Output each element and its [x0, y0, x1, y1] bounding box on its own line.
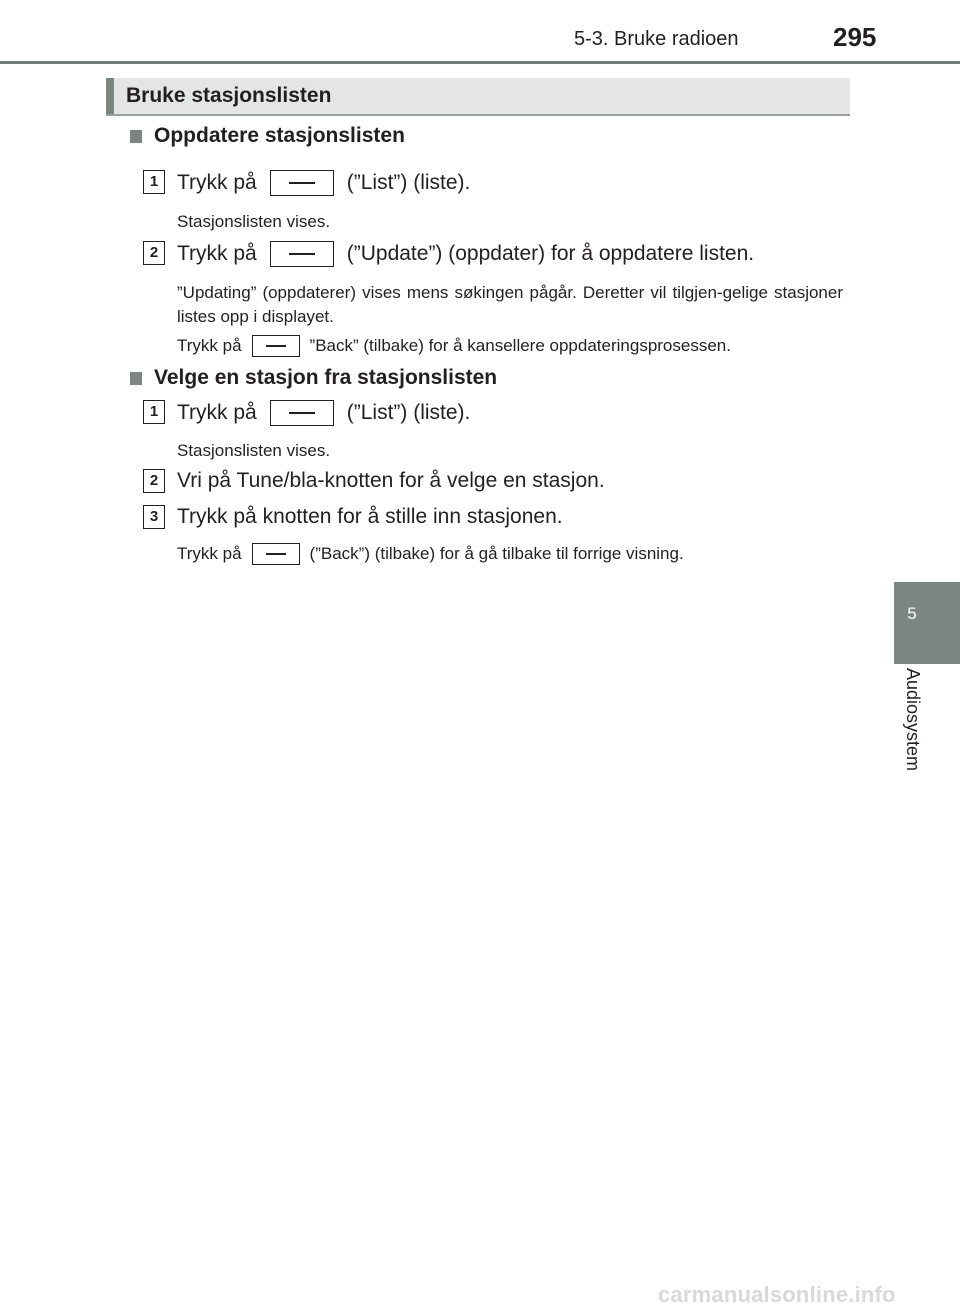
subsection-title: Velge en stasjon fra stasjonslisten	[154, 366, 498, 389]
step-number-badge: 3	[143, 505, 165, 529]
step-number-badge: 2	[143, 469, 165, 493]
section-header-bar	[106, 78, 114, 114]
section-title: Bruke stasjonslisten	[126, 84, 332, 107]
screen-button-icon	[270, 170, 334, 196]
chapter-number: 5	[907, 604, 917, 623]
square-bullet-icon	[130, 130, 142, 143]
step-suffix: (”Update”) (oppdater) for å oppdatere listen.	[346, 242, 755, 265]
step-note: ”Updating” (oppdaterer) vises mens søkingen pågår. Deretter vil tilgjen-gelige stasjoner listes opp i displayet.	[177, 283, 843, 326]
chapter-label	[894, 668, 930, 798]
step-number-badge: 2	[143, 241, 165, 265]
step-prefix: Trykk på	[177, 401, 257, 424]
step-note-with-button	[177, 543, 684, 565]
running-header-section: 5-3. Bruke radioen	[574, 28, 739, 50]
screen-button-icon	[252, 335, 300, 357]
screen-button-icon	[252, 543, 300, 565]
note-prefix: Trykk på	[177, 544, 242, 563]
screen-button-icon	[270, 400, 334, 426]
step-text: Vri på Tune/bla-knotten for å velge en stasjon.	[177, 469, 605, 492]
chapter-label-text: Audiosystem	[903, 668, 923, 772]
subsection-heading	[130, 366, 497, 390]
step-number-badge: 1	[143, 170, 165, 194]
step-note: Stasjonslisten vises.	[177, 441, 331, 460]
page-number: 295	[833, 22, 877, 52]
step-note: Stasjonslisten vises.	[177, 212, 331, 231]
step-text	[177, 241, 754, 267]
step-number-badge: 1	[143, 400, 165, 424]
step-suffix: (”List”) (liste).	[346, 401, 471, 424]
step-prefix: Trykk på	[177, 242, 257, 265]
watermark: carmanualsonline.info	[658, 1282, 896, 1307]
header-rule	[0, 61, 960, 64]
step-text	[177, 400, 470, 426]
step-prefix: Trykk på	[177, 171, 257, 194]
note-suffix: (”Back”) (tilbake) for å gå tilbake til forrige visning.	[309, 544, 684, 563]
screen-button-icon	[270, 241, 334, 267]
subsection-heading	[130, 124, 405, 148]
note-suffix: ”Back” (tilbake) for å kansellere oppdateringsprosessen.	[309, 336, 731, 355]
step-text: Trykk på knotten for å stille inn stasjonen.	[177, 505, 563, 528]
note-prefix: Trykk på	[177, 336, 242, 355]
subsection-title: Oppdatere stasjonslisten	[154, 124, 405, 147]
step-note-with-button	[177, 335, 731, 357]
step-text	[177, 170, 470, 196]
step-suffix: (”List”) (liste).	[346, 171, 471, 194]
section-header	[106, 78, 850, 116]
square-bullet-icon	[130, 372, 142, 385]
